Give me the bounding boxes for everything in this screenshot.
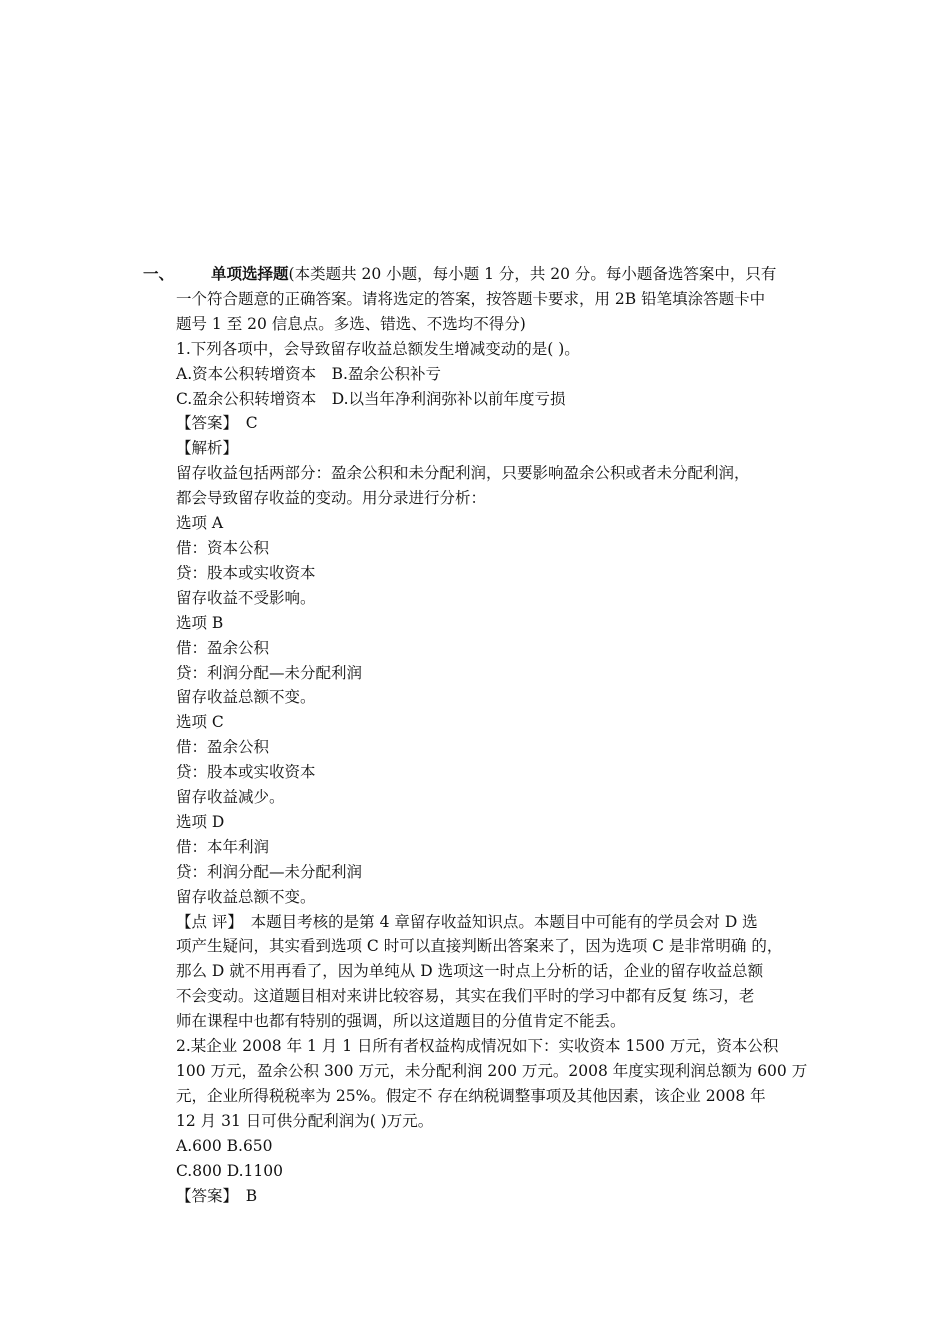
option-d-result: 留存收益总额不变。 bbox=[176, 887, 316, 906]
option-a-label: 选项 A bbox=[176, 514, 224, 533]
option-a-result: 留存收益不受影响。 bbox=[176, 588, 316, 607]
question-1-options-cd: C.盈余公积转增资本 D.以当年净利润弥补以前年度亏损 bbox=[176, 389, 566, 408]
option-b-credit: 贷：利润分配—未分配利润 bbox=[176, 663, 363, 682]
section-title: 单项选择题 bbox=[211, 264, 289, 283]
document-content bbox=[143, 262, 816, 1208]
question-2-options-ab: A.600 B.650 bbox=[176, 1136, 273, 1155]
option-c-debit: 借：盈余公积 bbox=[176, 738, 270, 757]
section-number: 一、 bbox=[143, 264, 175, 283]
option-c-result: 留存收益减少。 bbox=[176, 788, 285, 807]
question-2-stem-1: 2.某企业 2008 年 1 月 1 日所有者权益构成情况如下：实收资本 1500 万元，资本公积 bbox=[176, 1037, 779, 1056]
option-b-label: 选项 B bbox=[176, 613, 224, 632]
option-d-debit: 借：本年利润 bbox=[176, 837, 270, 856]
option-d-credit: 贷：利润分配—未分配利润 bbox=[176, 862, 363, 881]
section-heading-line-1 bbox=[141, 262, 816, 287]
option-c-credit: 贷：股本或实收资本 bbox=[176, 763, 316, 782]
question-1-analysis-label: 【解析】 bbox=[176, 439, 239, 458]
option-a-debit: 借：资本公积 bbox=[176, 538, 270, 557]
comment-text-1: 【点 评】 本题目考核的是第 4 章留存收益知识点。本题目中可能有的学员会对 D 选 bbox=[176, 912, 758, 931]
question-2-stem-4: 12 月 31 日可供分配利润为( )万元。 bbox=[176, 1111, 434, 1130]
question-1-answer: 【答案】 C bbox=[176, 414, 258, 433]
question-2-stem-2: 100 万元，盈余公积 300 万元，未分配利润 200 万元。2008 年度实现利润总额为 600 万 bbox=[176, 1062, 808, 1080]
analysis-text-2: 都会导致留存收益的变动。用分录进行分析： bbox=[176, 489, 487, 508]
section-intro-1: (本类题共 20 小题，每小题 1 分，共 20 分。每小题备选答案中，只有 bbox=[288, 265, 777, 283]
section-intro-2: 一个符合题意的正确答案。请将选定的答案，按答题卡要求，用 2B 铅笔填涂答题卡中 bbox=[176, 289, 766, 308]
comment-text-5: 师在课程中也都有特别的强调，所以这道题目的分值肯定不能丢。 bbox=[176, 1012, 626, 1031]
comment-text-3: 那么 D 就不用再看了，因为单纯从 D 选项这一时点上分析的话，企业的留存收益总额 bbox=[176, 962, 764, 981]
question-2-options-cd: C.800 D.1100 bbox=[176, 1161, 283, 1180]
option-c-label: 选项 C bbox=[176, 713, 224, 732]
option-b-debit: 借：盈余公积 bbox=[176, 638, 270, 657]
comment-text-2: 项产生疑问，其实看到选项 C 时可以直接判断出答案来了，因为选项 C 是非常明确 的， bbox=[176, 937, 783, 956]
comment-text-4: 不会变动。这道题目相对来讲比较容易，其实在我们平时的学习中都有反复 练习，老 bbox=[176, 987, 755, 1006]
section-intro-3: 题号 1 至 20 信息点。多选、错选、不选均不得分) bbox=[176, 314, 526, 333]
question-1-stem: 1.下列各项中，会导致留存收益总额发生增减变动的是( )。 bbox=[176, 339, 580, 358]
question-2-stem-3: 元，企业所得税税率为 25%。假定不 存在纳税调整事项及其他因素，该企业 2008 年 bbox=[176, 1086, 766, 1105]
question-2-answer: 【答案】 B bbox=[176, 1186, 258, 1205]
analysis-text-1: 留存收益包括两部分：盈余公积和未分配利润，只要影响盈余公积或者未分配利润， bbox=[176, 464, 750, 483]
option-b-result: 留存收益总额不变。 bbox=[176, 688, 316, 707]
question-1-options-ab: A.资本公积转增资本 B.盈余公积补亏 bbox=[176, 364, 441, 383]
option-a-credit: 贷：股本或实收资本 bbox=[176, 563, 316, 582]
option-d-label: 选项 D bbox=[176, 812, 225, 831]
